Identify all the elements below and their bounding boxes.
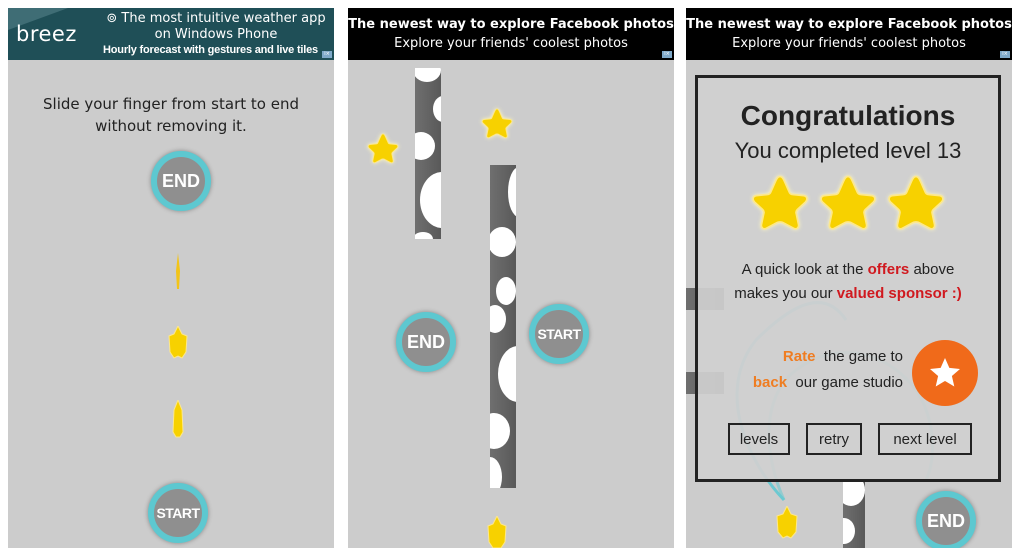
offer-text: A quick look at the bbox=[741, 261, 868, 278]
dialog-subtitle: You completed level 13 bbox=[734, 138, 962, 163]
ad-banner-breez[interactable] bbox=[8, 8, 334, 60]
start-node[interactable] bbox=[148, 483, 208, 543]
wall-hole bbox=[420, 172, 441, 228]
ad-line-3: Hourly forecast with gestures and live tiles bbox=[103, 44, 318, 56]
ad-banner-facebook-photos[interactable] bbox=[686, 8, 1012, 60]
star-collectible-icon bbox=[367, 132, 399, 164]
rate-button[interactable] bbox=[912, 340, 978, 406]
star-icon bbox=[927, 355, 963, 391]
wall-obstacle bbox=[415, 68, 441, 239]
instruction-text bbox=[8, 93, 334, 137]
level-complete-dialog bbox=[695, 75, 1001, 482]
ad-line-2: on Windows Phone bbox=[154, 27, 278, 42]
sponsor-highlight: valued sponsor :) bbox=[836, 285, 962, 302]
next-level-button[interactable]: next level bbox=[878, 423, 972, 455]
end-label: END bbox=[926, 510, 965, 531]
wall-hole bbox=[843, 482, 865, 506]
retry-button[interactable]: retry bbox=[806, 423, 862, 455]
end-node[interactable] bbox=[396, 312, 456, 372]
star-collectible-icon bbox=[481, 107, 513, 139]
earned-star-icon bbox=[887, 173, 945, 231]
earned-star-icon bbox=[751, 173, 809, 231]
offers-highlight: offers bbox=[867, 261, 910, 278]
wall-hole bbox=[415, 132, 435, 160]
ad-close-icon[interactable]: i× bbox=[322, 51, 332, 58]
levels-button[interactable]: levels bbox=[728, 423, 790, 455]
wall-hole bbox=[508, 167, 516, 217]
screen-level-complete bbox=[686, 8, 1012, 548]
ad-line-2: Explore your friends' coolest photos bbox=[732, 36, 966, 51]
sponsor-message bbox=[698, 258, 998, 306]
ad-close-icon[interactable]: i× bbox=[1000, 51, 1010, 58]
wall-hole bbox=[433, 96, 441, 122]
wall-hole bbox=[415, 68, 441, 82]
end-node[interactable] bbox=[151, 151, 211, 211]
start-label: START bbox=[537, 326, 581, 342]
instruction-line-2: without removing it. bbox=[95, 117, 247, 135]
dialog-title: Congratulations bbox=[740, 100, 956, 131]
star-token-icon bbox=[487, 516, 507, 548]
start-label: START bbox=[156, 505, 200, 521]
ad-close-icon[interactable]: i× bbox=[662, 51, 672, 58]
offer-text: above bbox=[909, 261, 955, 278]
ad-line-2: Explore your friends' coolest photos bbox=[394, 36, 628, 51]
offer-text: makes you our bbox=[734, 285, 837, 302]
star-token-icon bbox=[776, 506, 798, 540]
ad-line-1: ⊚ The most intuitive weather app bbox=[106, 11, 326, 26]
rate-message bbox=[718, 344, 903, 396]
rate-highlight: Rate bbox=[782, 348, 816, 365]
earned-stars bbox=[751, 173, 951, 233]
wall-hole bbox=[843, 518, 855, 544]
ad-banner-facebook-photos[interactable] bbox=[348, 8, 674, 60]
wall-hole bbox=[498, 346, 516, 402]
wall-obstacle bbox=[843, 482, 865, 548]
wall-hole bbox=[490, 457, 502, 488]
breez-logo: breez bbox=[16, 22, 77, 46]
wall-hole bbox=[490, 305, 506, 333]
instruction-line-1: Slide your finger from start to end bbox=[43, 95, 299, 113]
star-token-icon bbox=[168, 326, 188, 360]
ad-line-1: The newest way to explore Facebook photos bbox=[348, 17, 674, 32]
end-label: END bbox=[161, 170, 200, 191]
wall-hole bbox=[490, 413, 510, 449]
start-node[interactable] bbox=[529, 304, 589, 364]
end-node[interactable] bbox=[916, 491, 976, 548]
rate-text: the game to bbox=[815, 348, 903, 365]
end-label: END bbox=[406, 331, 445, 352]
wall-hole bbox=[415, 232, 433, 239]
ad-line-1: The newest way to explore Facebook photos bbox=[686, 17, 1012, 32]
star-token-icon bbox=[174, 253, 182, 289]
back-highlight: back bbox=[752, 374, 788, 391]
screen-level bbox=[348, 8, 674, 548]
wall-hole bbox=[490, 227, 516, 257]
screen-tutorial bbox=[8, 8, 334, 548]
star-token-icon bbox=[172, 400, 184, 438]
wall-hole bbox=[496, 277, 516, 305]
wall-obstacle bbox=[490, 165, 516, 488]
back-text: our game studio bbox=[787, 374, 903, 391]
earned-star-icon bbox=[819, 173, 877, 231]
